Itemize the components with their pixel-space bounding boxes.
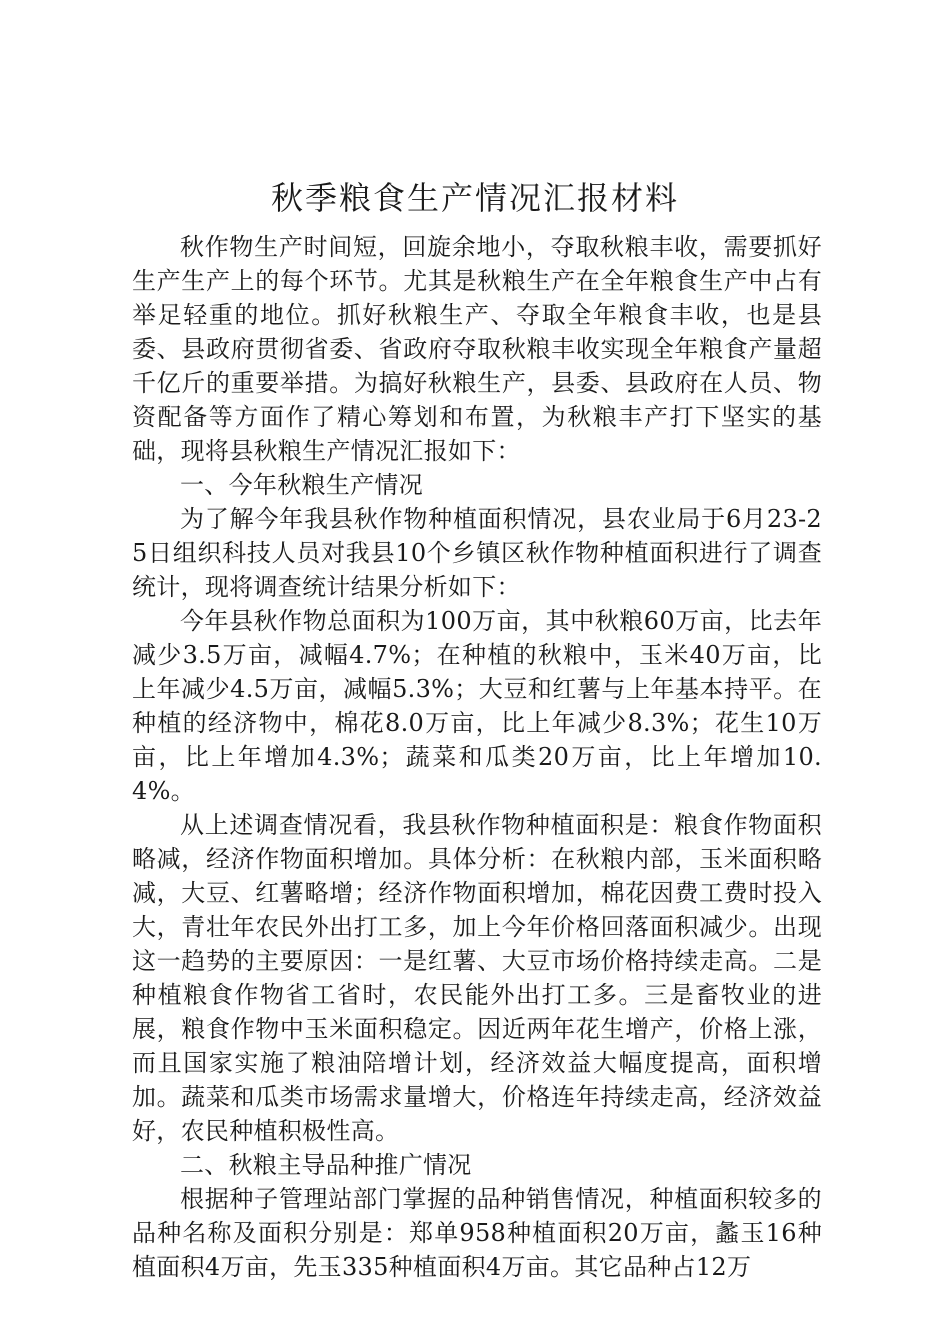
paragraph-intro: 秋作物生产时间短，回旋余地小，夺取秋粮丰收，需要抓好生产生产上的每个环节。尤其是秋粮生产在全年粮食生产中占有举足轻重的地位。抓好秋粮生产、夺取全年粮食丰收，也是县委、县政府贯彻省委、省政府夺取秋粮丰收实现全年粮食产量超千亿斤的重要举措。为搞好秋粮生产，县委、县政府在人员、物资配备等方面作了精心筹划和布置，为秋粮丰产打下坚实的基础，现将县秋粮生产情况汇报如下： (132, 233, 822, 465)
paragraph-varieties: 根据种子管理站部门掌握的品种销售情况，种植面积较多的品种名称及面积分别是：郑单958种植面积20万亩，蠡玉16种植面积4万亩，先玉335种植面积4万亩。其它品种占12万 (132, 1185, 822, 1281)
document-title: 秋季粮食生产情况汇报材料 (270, 179, 679, 217)
section-heading-1: 一、今年秋粮生产情况 (180, 471, 423, 499)
document-body (132, 230, 822, 1284)
paragraph-area-stats: 今年县秋作物总面积为100万亩，其中秋粮60万亩，比去年减少3.5万亩，减幅4.7%；在种植的秋粮中，玉米40万亩，比上年减少4.5万亩，减幅5.3%；大豆和红薯与上年基本持平。在种植的经济物中，棉花8.0万亩，比上年减少8.3%；花生10万亩，比上年增加4.3%；蔬菜和瓜类20万亩，比上年增加10.4%。 (132, 607, 822, 805)
paragraph-analysis: 从上述调查情况看，我县秋作物种植面积是：粮食作物面积略减，经济作物面积增加。具体分析：在秋粮内部，玉米面积略减，大豆、红薯略增；经济作物面积增加，棉花因费工费时投入大，青壮年农民外出打工多，加上今年价格回落面积减少。出现这一趋势的主要原因：一是红薯、大豆市场价格持续走高。二是种植粮食作物省工省时，农民能外出打工多。三是畜牧业的进展，粮食作物中玉米面积稳定。因近两年花生增产，价格上涨，而且国家实施了粮油陪增计划，经济效益大幅度提高，面积增加。蔬菜和瓜类市场需求量增大，价格连年持续走高，经济效益好，农民种植积极性高。 (132, 811, 822, 1145)
section-heading-2: 二、秋粮主导品种推广情况 (180, 1151, 472, 1179)
paragraph-survey: 为了解今年我县秋作物种植面积情况，县农业局于6月23-25日组织科技人员对我县10个乡镇区秋作物种植面积进行了调查统计，现将调查统计结果分析如下： (132, 505, 822, 601)
